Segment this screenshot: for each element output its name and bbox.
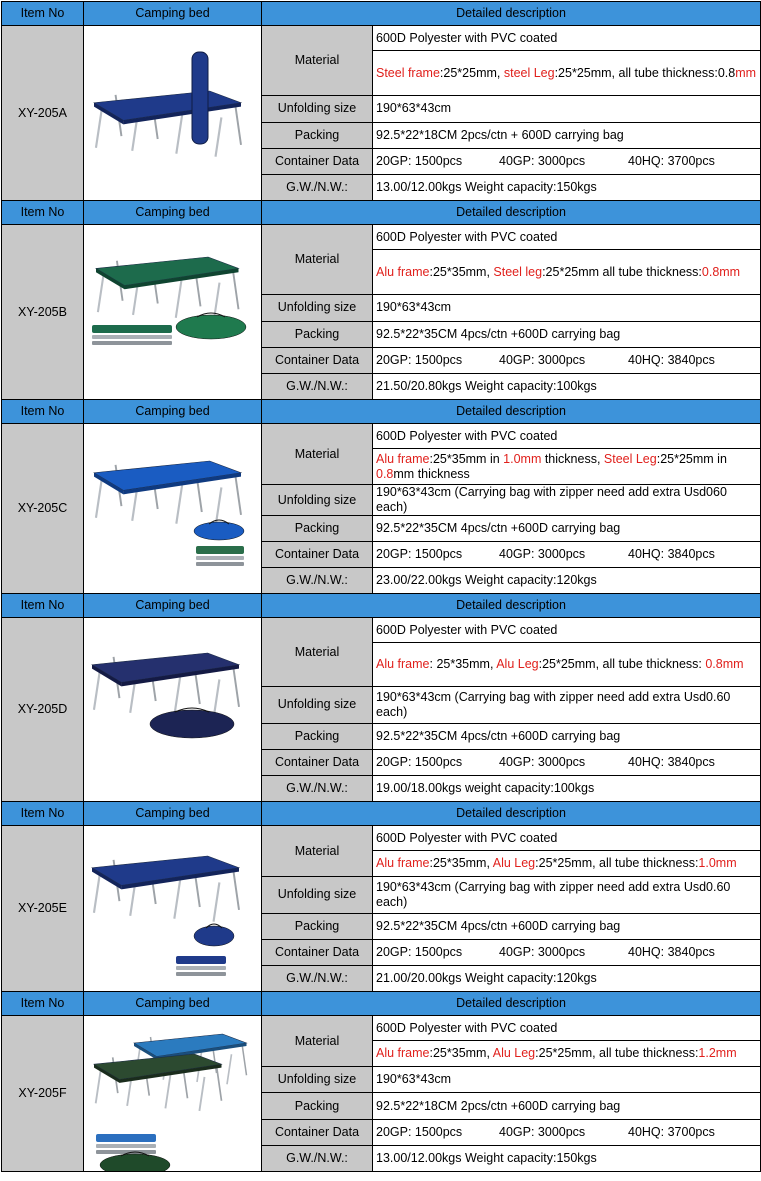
header-detailed-description: Detailed description xyxy=(262,992,761,1016)
container-data-label: Container Data xyxy=(262,1119,373,1145)
container-40gp: 40GP: 3000pcs xyxy=(499,754,586,769)
material-frame xyxy=(373,51,761,96)
header-camping-bed: Camping bed xyxy=(84,400,262,424)
header-camping-bed: Camping bed xyxy=(84,802,262,826)
highlighted-spec: Alu Leg xyxy=(492,1046,536,1061)
header-row xyxy=(2,992,761,1016)
header-row xyxy=(2,2,761,26)
header-detailed-description: Detailed description xyxy=(262,2,761,26)
material-frame xyxy=(373,449,761,485)
gw-nw-label: G.W./N.W.: xyxy=(262,965,373,991)
header-detailed-description: Detailed description xyxy=(262,201,761,225)
header-camping-bed: Camping bed xyxy=(84,992,262,1016)
material-label: Material xyxy=(262,26,373,96)
gw-nw-value: 21.50/20.80kgs Weight capacity:100kgs xyxy=(373,373,761,399)
gw-nw-label: G.W./N.W.: xyxy=(262,775,373,801)
spec-text: :25*35mm, xyxy=(429,1046,493,1061)
container-data-value xyxy=(373,542,761,568)
spec-text: :25*25mm, all tube thickness:0.8 xyxy=(554,65,736,80)
packing-label: Packing xyxy=(262,122,373,148)
highlighted-spec: Alu frame xyxy=(376,1046,430,1061)
unfolding-size-label: Unfolding size xyxy=(262,1067,373,1093)
container-20gp: 20GP: 1500pcs xyxy=(376,944,463,959)
upright-carrying-bag xyxy=(192,52,208,144)
header-item-no: Item No xyxy=(2,594,84,618)
spec-text: :25*25mm all tube thickness: xyxy=(542,264,702,279)
gw-nw-label: G.W./N.W.: xyxy=(262,1145,373,1171)
gw-nw-value: 21.00/20.00kgs Weight capacity:120kgs xyxy=(373,965,761,991)
spec-text: :25*25mm, all tube thickness: xyxy=(538,657,706,672)
highlighted-spec: Steel Leg xyxy=(603,451,657,466)
material-frame xyxy=(373,1041,761,1067)
container-data-value xyxy=(373,1119,761,1145)
header-row xyxy=(2,594,761,618)
highlighted-spec: mm xyxy=(735,65,757,80)
header-item-no: Item No xyxy=(2,992,84,1016)
spec-text: :25*25mm, all tube thickness: xyxy=(535,856,699,871)
material-fabric: 600D Polyester with PVC coated xyxy=(373,618,761,643)
camping-cot xyxy=(92,653,239,719)
camping-cot xyxy=(92,856,239,922)
packing-value: 92.5*22*35CM 4pcs/ctn +600D carrying bag xyxy=(373,321,761,347)
header-detailed-description: Detailed description xyxy=(262,400,761,424)
container-data-value xyxy=(373,347,761,373)
item-number: XY-205E xyxy=(2,826,84,992)
spec-text: :25*25mm, xyxy=(439,65,504,80)
material-fabric: 600D Polyester with PVC coated xyxy=(373,26,761,51)
container-40gp: 40GP: 3000pcs xyxy=(499,352,586,367)
highlighted-spec: 0.8mm xyxy=(701,264,741,279)
camping-cot xyxy=(96,257,239,321)
carrying-bag xyxy=(150,710,234,738)
camping-cot xyxy=(94,1054,222,1111)
gw-nw-label: G.W./N.W.: xyxy=(262,568,373,594)
material-fabric: 600D Polyester with PVC coated xyxy=(373,225,761,250)
item-number: XY-205C xyxy=(2,424,84,594)
material-fabric: 600D Polyester with PVC coated xyxy=(373,424,761,449)
folded-frame xyxy=(96,1134,156,1154)
camping-bed-image xyxy=(84,618,262,802)
container-40hq: 40HQ: 3840pcs xyxy=(628,547,715,561)
spec-text: :25*35mm, xyxy=(429,264,494,279)
highlighted-spec: Alu Leg xyxy=(492,856,536,871)
unfolding-size-value: 190*63*43cm xyxy=(373,1067,761,1093)
header-detailed-description: Detailed description xyxy=(262,802,761,826)
packing-value: 92.5*22*35CM 4pcs/ctn +600D carrying bag xyxy=(373,723,761,749)
container-data-value xyxy=(373,148,761,174)
material-label: Material xyxy=(262,225,373,295)
unfolding-size-label: Unfolding size xyxy=(262,485,373,516)
carrying-bag xyxy=(100,1154,170,1171)
material-label: Material xyxy=(262,1016,373,1067)
item-number: XY-205A xyxy=(2,26,84,201)
header-row xyxy=(2,802,761,826)
container-20gp: 20GP: 1500pcs xyxy=(376,352,463,367)
unfolding-size-value: 190*63*43cm xyxy=(373,295,761,321)
product-spec-table xyxy=(1,1,761,1172)
container-data-label: Container Data xyxy=(262,749,373,775)
container-data-value xyxy=(373,749,761,775)
camping-bed-image xyxy=(84,424,262,594)
packing-label: Packing xyxy=(262,516,373,542)
packing-label: Packing xyxy=(262,723,373,749)
container-data-label: Container Data xyxy=(262,148,373,174)
material-label: Material xyxy=(262,424,373,485)
container-40hq: 40HQ: 3840pcs xyxy=(628,944,715,959)
material-label: Material xyxy=(262,618,373,687)
container-data-label: Container Data xyxy=(262,939,373,965)
unfolding-size-value: 190*63*43cm (Carrying bag with zipper need add extra Usd0.60 each) xyxy=(373,687,761,723)
container-40gp: 40GP: 3000pcs xyxy=(499,547,586,561)
carrying-bag xyxy=(194,926,234,946)
highlighted-spec: 1.0mm xyxy=(503,451,542,466)
folded-frame xyxy=(176,956,226,976)
spec-text: :25*35mm, xyxy=(429,856,493,871)
material-fabric: 600D Polyester with PVC coated xyxy=(373,826,761,851)
spec-text: mm thickness xyxy=(393,466,470,481)
highlighted-spec: 0.8 xyxy=(376,466,394,481)
container-20gp: 20GP: 1500pcs xyxy=(376,153,463,168)
gw-nw-value: 23.00/22.00kgs Weight capacity:120kgs xyxy=(373,568,761,594)
material-fabric: 600D Polyester with PVC coated xyxy=(373,1016,761,1041)
item-number: XY-205B xyxy=(2,225,84,400)
material-frame xyxy=(373,250,761,295)
spec-text: :25*25mm in xyxy=(656,451,727,466)
packing-label: Packing xyxy=(262,321,373,347)
material-row xyxy=(2,26,761,51)
container-40hq: 40HQ: 3840pcs xyxy=(628,352,715,367)
header-item-no: Item No xyxy=(2,201,84,225)
container-data-value xyxy=(373,939,761,965)
highlighted-spec: 0.8mm xyxy=(705,657,744,672)
material-frame xyxy=(373,643,761,687)
spec-text: thickness, xyxy=(541,451,604,466)
header-item-no: Item No xyxy=(2,802,84,826)
highlighted-spec: Alu frame xyxy=(376,657,430,672)
unfolding-size-label: Unfolding size xyxy=(262,877,373,913)
container-20gp: 20GP: 1500pcs xyxy=(376,547,463,561)
item-number: XY-205F xyxy=(2,1016,84,1172)
gw-nw-label: G.W./N.W.: xyxy=(262,373,373,399)
header-camping-bed: Camping bed xyxy=(84,2,262,26)
unfolding-size-label: Unfolding size xyxy=(262,687,373,723)
material-row xyxy=(2,1016,761,1041)
camping-bed-image xyxy=(84,826,262,992)
packing-value: 92.5*22*35CM 4pcs/ctn +600D carrying bag xyxy=(373,516,761,542)
material-row xyxy=(2,424,761,449)
carrying-bag xyxy=(194,522,244,540)
header-item-no: Item No xyxy=(2,2,84,26)
material-frame xyxy=(373,851,761,877)
header-camping-bed: Camping bed xyxy=(84,201,262,225)
container-data-label: Container Data xyxy=(262,347,373,373)
container-40hq: 40HQ: 3700pcs xyxy=(628,153,715,168)
folded-frame xyxy=(196,546,244,566)
camping-bed-image xyxy=(84,1016,262,1172)
spec-text: :25*35mm in xyxy=(429,451,504,466)
highlighted-spec: Steel leg xyxy=(493,264,543,279)
highlighted-spec: steel Leg xyxy=(503,65,555,80)
unfolding-size-value: 190*63*43cm (Carrying bag with zipper need add extra Usd060 each) xyxy=(373,485,761,516)
unfolding-size-value: 190*63*43cm xyxy=(373,96,761,122)
gw-nw-value: 13.00/12.00kgs Weight capacity:150kgs xyxy=(373,174,761,200)
material-row xyxy=(2,618,761,643)
highlighted-spec: Alu frame xyxy=(376,451,430,466)
highlighted-spec: Steel frame xyxy=(376,65,440,80)
packing-value: 92.5*22*35CM 4pcs/ctn +600D carrying bag xyxy=(373,913,761,939)
container-20gp: 20GP: 1500pcs xyxy=(376,1124,463,1139)
camping-cot xyxy=(94,91,241,157)
container-40hq: 40HQ: 3840pcs xyxy=(628,754,715,769)
highlighted-spec: Alu frame xyxy=(376,856,430,871)
gw-nw-value: 13.00/12.00kgs Weight capacity:150kgs xyxy=(373,1145,761,1171)
container-data-label: Container Data xyxy=(262,542,373,568)
unfolding-size-label: Unfolding size xyxy=(262,96,373,122)
unfolding-size-label: Unfolding size xyxy=(262,295,373,321)
camping-cot xyxy=(94,461,241,527)
folded-frame xyxy=(92,325,172,345)
highlighted-spec: Alu frame xyxy=(376,264,430,279)
packing-value: 92.5*22*18CM 2pcs/ctn +600D carrying bag xyxy=(373,1093,761,1119)
packing-value: 92.5*22*18CM 2pcs/ctn + 600D carrying bag xyxy=(373,122,761,148)
container-40gp: 40GP: 3000pcs xyxy=(499,944,586,959)
container-40gp: 40GP: 3000pcs xyxy=(499,1124,586,1139)
highlighted-spec: 1.2mm xyxy=(698,1046,737,1061)
material-label: Material xyxy=(262,826,373,877)
header-row xyxy=(2,400,761,424)
header-item-no: Item No xyxy=(2,400,84,424)
packing-label: Packing xyxy=(262,913,373,939)
container-20gp: 20GP: 1500pcs xyxy=(376,754,463,769)
highlighted-spec: 1.0mm xyxy=(698,856,737,871)
material-row xyxy=(2,826,761,851)
gw-nw-label: G.W./N.W.: xyxy=(262,174,373,200)
spec-text: : 25*35mm, xyxy=(429,657,497,672)
container-40gp: 40GP: 3000pcs xyxy=(499,153,586,168)
material-row xyxy=(2,225,761,250)
unfolding-size-value: 190*63*43cm (Carrying bag with zipper need add extra Usd0.60 each) xyxy=(373,877,761,913)
packing-label: Packing xyxy=(262,1093,373,1119)
carrying-bag xyxy=(176,315,246,339)
header-camping-bed: Camping bed xyxy=(84,594,262,618)
highlighted-spec: Alu Leg xyxy=(496,657,539,672)
camping-bed-image xyxy=(84,26,262,201)
container-40hq: 40HQ: 3700pcs xyxy=(628,1124,715,1139)
camping-bed-image xyxy=(84,225,262,400)
item-number: XY-205D xyxy=(2,618,84,802)
gw-nw-value: 19.00/18.00kgs weight capacity:100kgs xyxy=(373,775,761,801)
header-row xyxy=(2,201,761,225)
header-detailed-description: Detailed description xyxy=(262,594,761,618)
spec-text: :25*25mm, all tube thickness: xyxy=(535,1046,699,1061)
